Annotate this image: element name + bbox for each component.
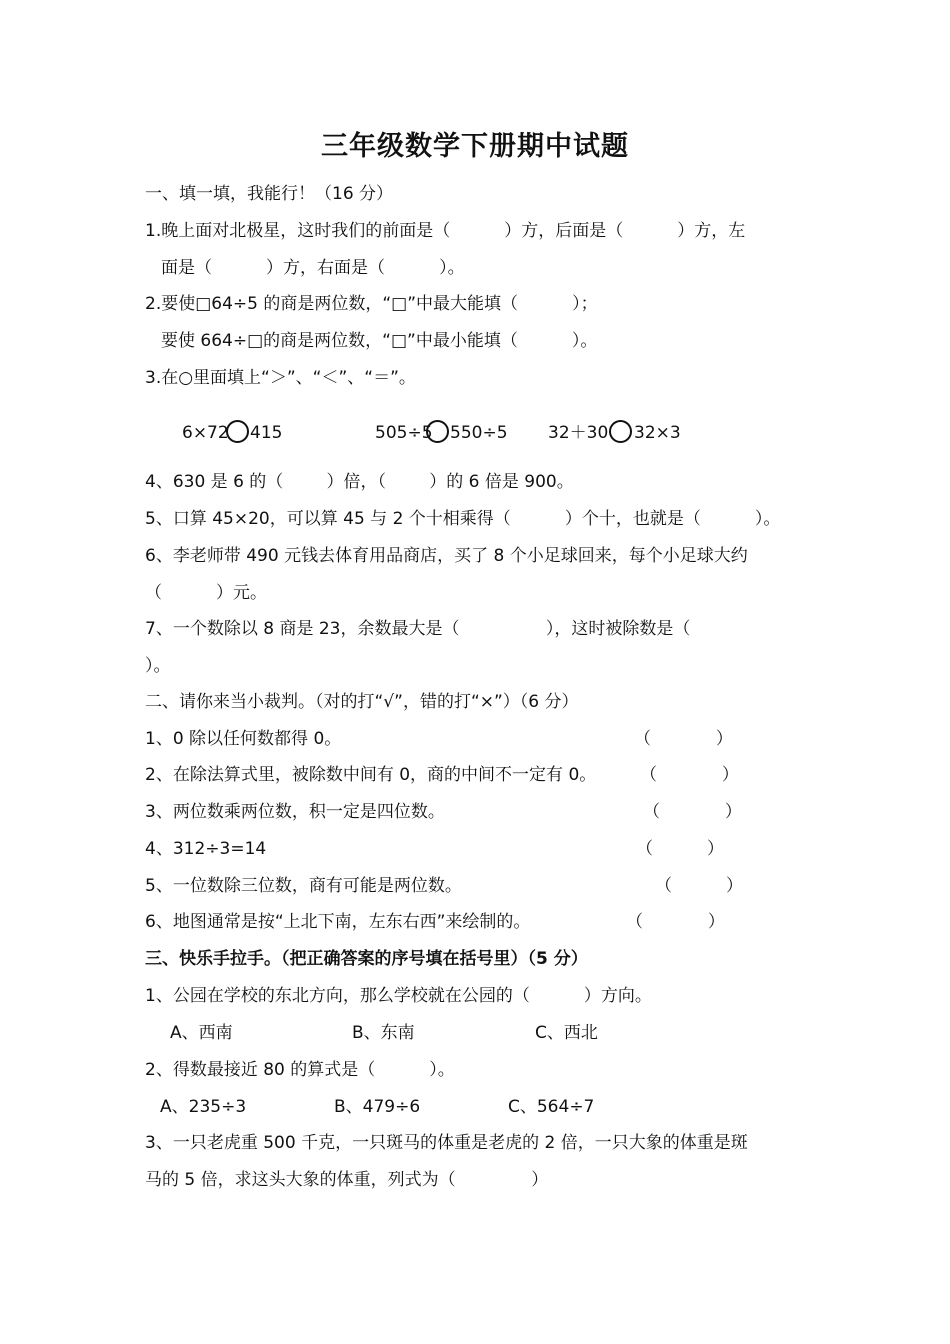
- q3-item3-right: 32×3: [634, 423, 681, 443]
- s3-q1-option-b: B、东南: [352, 1023, 415, 1043]
- s3-q2: 2、得数最接近 80 的算式是（ ）。: [145, 1060, 455, 1080]
- s2-item3-mark: （ ）: [643, 802, 742, 822]
- s2-item5-mark: （ ）: [655, 876, 744, 896]
- s2-item1-mark: （ ）: [634, 729, 733, 749]
- s3-q2-option-a: A、235÷3: [160, 1097, 247, 1117]
- s3-q2-option-c: C、564÷7: [508, 1097, 595, 1117]
- s3-q1-option-c: C、西北: [535, 1023, 598, 1043]
- q3-item3-left: 32＋30: [548, 423, 609, 443]
- s2-item5-text: 5、一位数除三位数，商有可能是两位数。: [145, 876, 462, 896]
- page-title: 三年级数学下册期中试题: [321, 131, 629, 162]
- q3-item1-left: 6×72: [182, 423, 229, 443]
- s1-q2-line1: 2.要使□64÷5 的商是两位数，“□”中最大能填（ ）；: [145, 294, 598, 314]
- s1-q6-line1: 6、李老师带 490 元钱去体育用品商店，买了 8 个小足球回来，每个小足球大约: [145, 546, 748, 566]
- s3-q3-line1: 3、一只老虎重 500 千克，一只斑马的体重是老虎的 2 倍，一只大象的体重是斑: [145, 1133, 748, 1153]
- s2-item4-mark: （ ）: [636, 839, 725, 859]
- s1-q7-line1: 7、一个数除以 8 商是 23，余数最大是（ ），这时被除数是（: [145, 619, 691, 639]
- section1-heading: 一、填一填，我能行！（16 分）: [145, 184, 394, 204]
- s2-item6-mark: （ ）: [626, 912, 725, 932]
- s1-q3: 3.在○里面填上“＞”、“＜”、“＝”。: [145, 368, 416, 388]
- s2-item6-text: 6、地图通常是按“上北下南，左东右西”来绘制的。: [145, 912, 531, 932]
- section2-heading: 二、请你来当小裁判。（对的打“√”，错的打“×”）（6 分）: [145, 692, 579, 712]
- s3-q1: 1、公园在学校的东北方向，那么学校就在公园的（ ）方向。: [145, 986, 652, 1006]
- s2-item2-text: 2、在除法算式里，被除数中间有 0，商的中间不一定有 0。: [145, 765, 597, 785]
- compare-circle: [426, 420, 449, 443]
- s1-q7-line2: ）。: [145, 656, 171, 676]
- s1-q5: 5、口算 45×20，可以算 45 与 2 个十相乘得（ ）个十，也就是（ ）。: [145, 509, 781, 529]
- section3-heading: 三、快乐手拉手。（把正确答案的序号填在括号里）（5 分）: [145, 949, 588, 969]
- s3-q2-option-b: B、479÷6: [334, 1097, 421, 1117]
- s1-q1-line1: 1.晚上面对北极星，这时我们的前面是（ ）方，后面是（ ）方，左: [145, 221, 746, 241]
- s2-item2-mark: （ ）: [640, 765, 739, 785]
- s2-item3-text: 3、两位数乘两位数，积一定是四位数。: [145, 802, 445, 822]
- s2-item4-text: 4、312÷3=14: [145, 839, 267, 859]
- compare-circle: [609, 420, 632, 443]
- s1-q4: 4、630 是 6 的（ ）倍，（ ）的 6 倍是 900。: [145, 472, 574, 492]
- s1-q1-line2: 面是（ ）方，右面是（ ）。: [161, 258, 465, 278]
- q3-item2-right: 550÷5: [450, 423, 508, 443]
- s2-item1-text: 1、0 除以任何数都得 0。: [145, 729, 342, 749]
- s3-q1-option-a: A、西南: [170, 1023, 233, 1043]
- s1-q6-line2: （ ）元。: [145, 583, 268, 603]
- compare-circle: [226, 420, 249, 443]
- s3-q3-line2: 马的 5 倍，求这头大象的体重，列式为（ ）: [145, 1170, 549, 1190]
- s1-q2-line2: 要使 664÷□的商是两位数，“□”中最小能填（ ）。: [161, 331, 598, 351]
- q3-item2-left: 505÷5: [375, 423, 433, 443]
- q3-item1-right: 415: [250, 423, 283, 443]
